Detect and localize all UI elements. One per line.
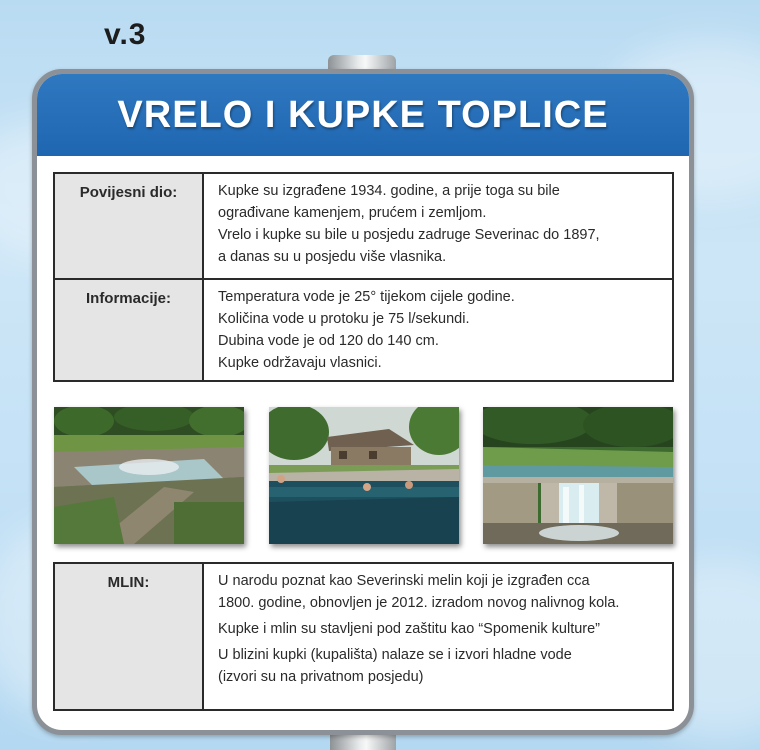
table-row-info <box>54 279 673 381</box>
weir-image <box>483 407 673 544</box>
sign-header <box>37 74 689 156</box>
mill-label: MLIN: <box>54 563 203 710</box>
text-line: 1800. godine, obnovljen je 2012. izradom novog nalivnog kola. <box>218 595 620 611</box>
history-label: Povijesni dio: <box>54 173 203 279</box>
text-line: ograđivane kamenjem, prućem i zemljom. <box>218 205 487 221</box>
bathing-image <box>269 407 459 544</box>
thermal-pool-aerial-photo <box>54 407 244 544</box>
text-line: Temperatura vode je 25° tijekom cijele godine. <box>218 289 515 305</box>
text-line: Kupke su izgrađene 1934. godine, a prije toga su bile <box>218 183 560 199</box>
info-text <box>203 279 673 381</box>
mill-paragraph <box>218 570 658 614</box>
version-label: v.3 <box>104 18 147 51</box>
info-label: Informacije: <box>54 279 203 381</box>
thermal-pool-image <box>54 407 244 544</box>
history-text <box>203 173 673 279</box>
mill-text <box>203 563 673 710</box>
text-line: Vrelo i kupke su bile u posjedu zadruge Severinac do 1897, <box>218 227 600 243</box>
text-line: a danas su u posjedu više vlasnika. <box>218 249 447 265</box>
mill-paragraph <box>218 644 658 688</box>
text-line: Kupke održavaju vlasnici. <box>218 355 382 371</box>
text-line: Kupke i mlin su stavljeni pod zaštitu kao “Spomenik kulture” <box>218 621 601 637</box>
text-line: U blizini kupki (kupališta) nalaze se i izvori hladne vode <box>218 647 572 663</box>
sign-title: VRELO I KUPKE TOPLICE <box>117 93 609 136</box>
text-line: Dubina vode je od 120 do 140 cm. <box>218 333 439 349</box>
waterfall-weir-photo <box>483 407 673 544</box>
people-bathing-photo <box>269 407 459 544</box>
info-sign <box>32 69 694 735</box>
text-line: (izvori su na privatnom posjedu) <box>218 669 424 685</box>
text-line: Količina vode u protoku je 75 l/sekundi. <box>218 311 470 327</box>
info-table-bottom <box>53 562 674 711</box>
text-line: U narodu poznat kao Severinski melin koji je izgrađen cca <box>218 573 590 589</box>
info-table-top <box>53 172 674 382</box>
mill-paragraph <box>218 618 658 640</box>
table-row-history <box>54 173 673 279</box>
table-row-mill <box>54 563 673 710</box>
